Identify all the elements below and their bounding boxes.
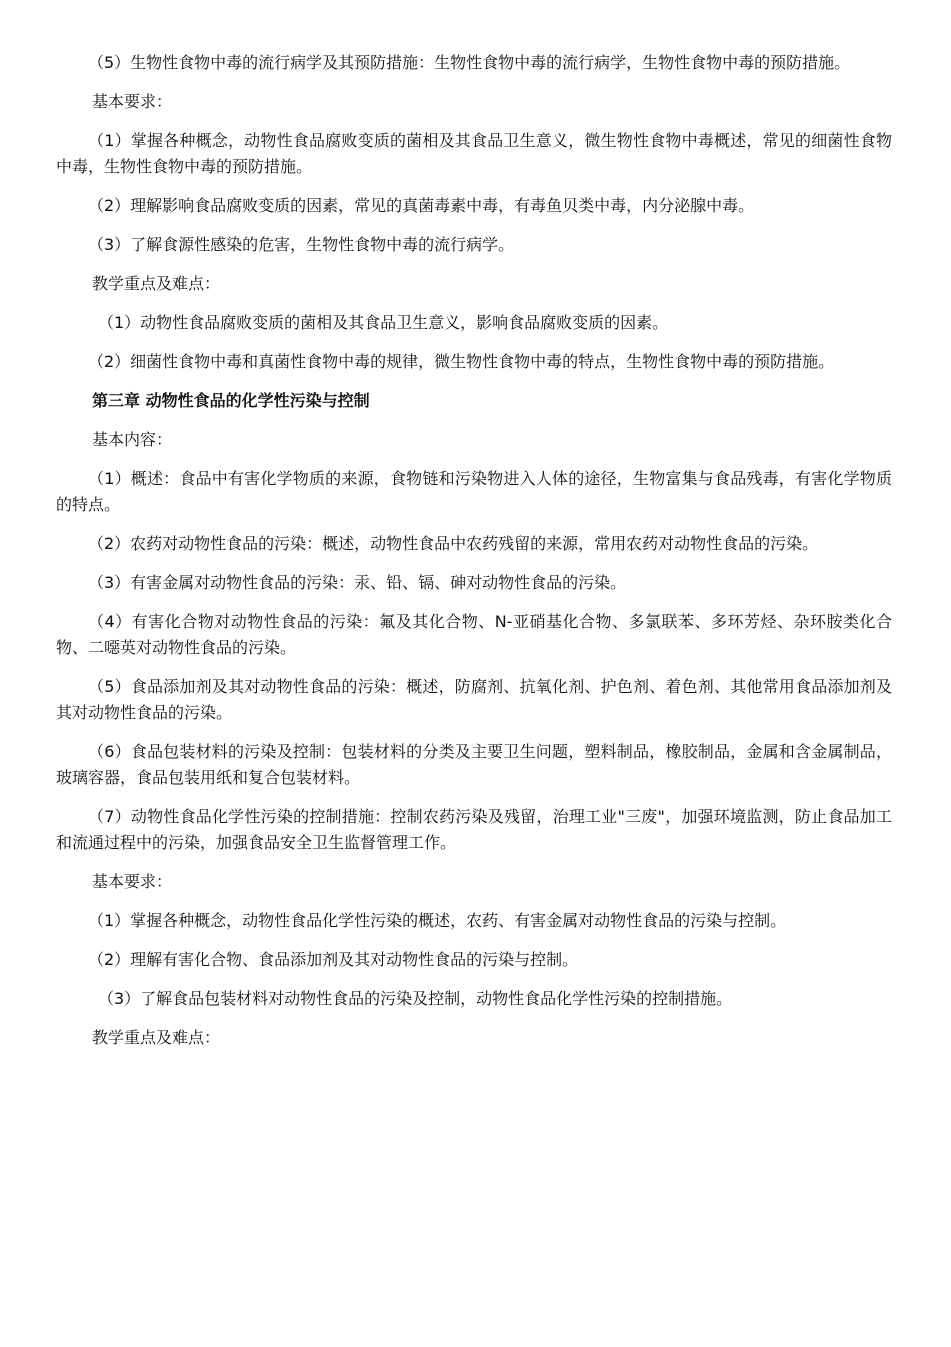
paragraph: （1）概述：食品中有害化学物质的来源，食物链和污染物进入人体的途径，生物富集与食品残毒，有害化学物质的特点。: [56, 469, 892, 514]
paragraph: （2）农药对动物性食品的污染：概述，动物性食品中农药残留的来源，常用农药对动物性食品的污染。: [88, 534, 819, 553]
section-heading-key-points: 教学重点及难点：: [92, 1028, 221, 1047]
section-heading-basic-requirements: 基本要求：: [92, 92, 173, 111]
paragraph: （3）有害金属对动物性食品的污染：汞、铅、镉、砷对动物性食品的污染。: [88, 573, 627, 592]
paragraph: （1）掌握各种概念，动物性食品腐败变质的菌相及其食品卫生意义，微生物性食物中毒概述，常见的细菌性食物中毒，生物性食物中毒的预防措施。: [56, 131, 892, 176]
paragraph: （2）细菌性食物中毒和真菌性食物中毒的规律，微生物性食物中毒的特点，生物性食物中毒的预防措施。: [88, 352, 835, 371]
paragraph: （1）动物性食品腐败变质的菌相及其食品卫生意义，影响食品腐败变质的因素。: [98, 313, 669, 332]
paragraph: （2）理解有害化合物、食品添加剂及其对动物性食品的污染与控制。: [88, 950, 579, 969]
section-heading-basic-requirements: 基本要求：: [92, 872, 173, 891]
paragraph: （7）动物性食品化学性污染的控制措施：控制农药污染及残留，治理工业"三废"，加强环境监测，防止食品加工和流通过程中的污染，加强食品安全卫生监督管理工作。: [56, 807, 892, 852]
paragraph: （4）有害化合物对动物性食品的污染：氟及其化合物、N-亚硝基化合物、多氯联苯、多环芳烃、杂环胺类化合物、二噁英对动物性食品的污染。: [56, 612, 892, 657]
paragraph: （1）掌握各种概念，动物性食品化学性污染的概述，农药、有害金属对动物性食品的污染与控制。: [88, 911, 787, 930]
paragraph: （3）了解食源性感染的危害，生物性食物中毒的流行病学。: [88, 235, 515, 254]
paragraph: （2）理解影响食品腐败变质的因素，常见的真菌毒素中毒，有毒鱼贝类中毒，内分泌腺中毒。: [88, 196, 755, 215]
section-heading-basic-content: 基本内容：: [92, 430, 173, 449]
document-page: [56, 50, 892, 1064]
paragraph: （5）生物性食物中毒的流行病学及其预防措施：生物性食物中毒的流行病学，生物性食物中毒的预防措施。: [88, 53, 851, 72]
paragraph: （6）食品包装材料的污染及控制：包装材料的分类及主要卫生问题，塑料制品，橡胶制品，金属和含金属制品，玻璃容器，食品包装用纸和复合包装材料。: [56, 742, 892, 787]
section-heading-key-points: 教学重点及难点：: [92, 274, 221, 293]
paragraph: （3）了解食品包装材料对动物性食品的污染及控制，动物性食品化学性污染的控制措施。: [98, 989, 733, 1008]
paragraph: （5）食品添加剂及其对动物性食品的污染：概述，防腐剂、抗氧化剂、护色剂、着色剂、其他常用食品添加剂及其对动物性食品的污染。: [56, 677, 892, 722]
chapter-title: 第三章 动物性食品的化学性污染与控制: [92, 391, 370, 410]
